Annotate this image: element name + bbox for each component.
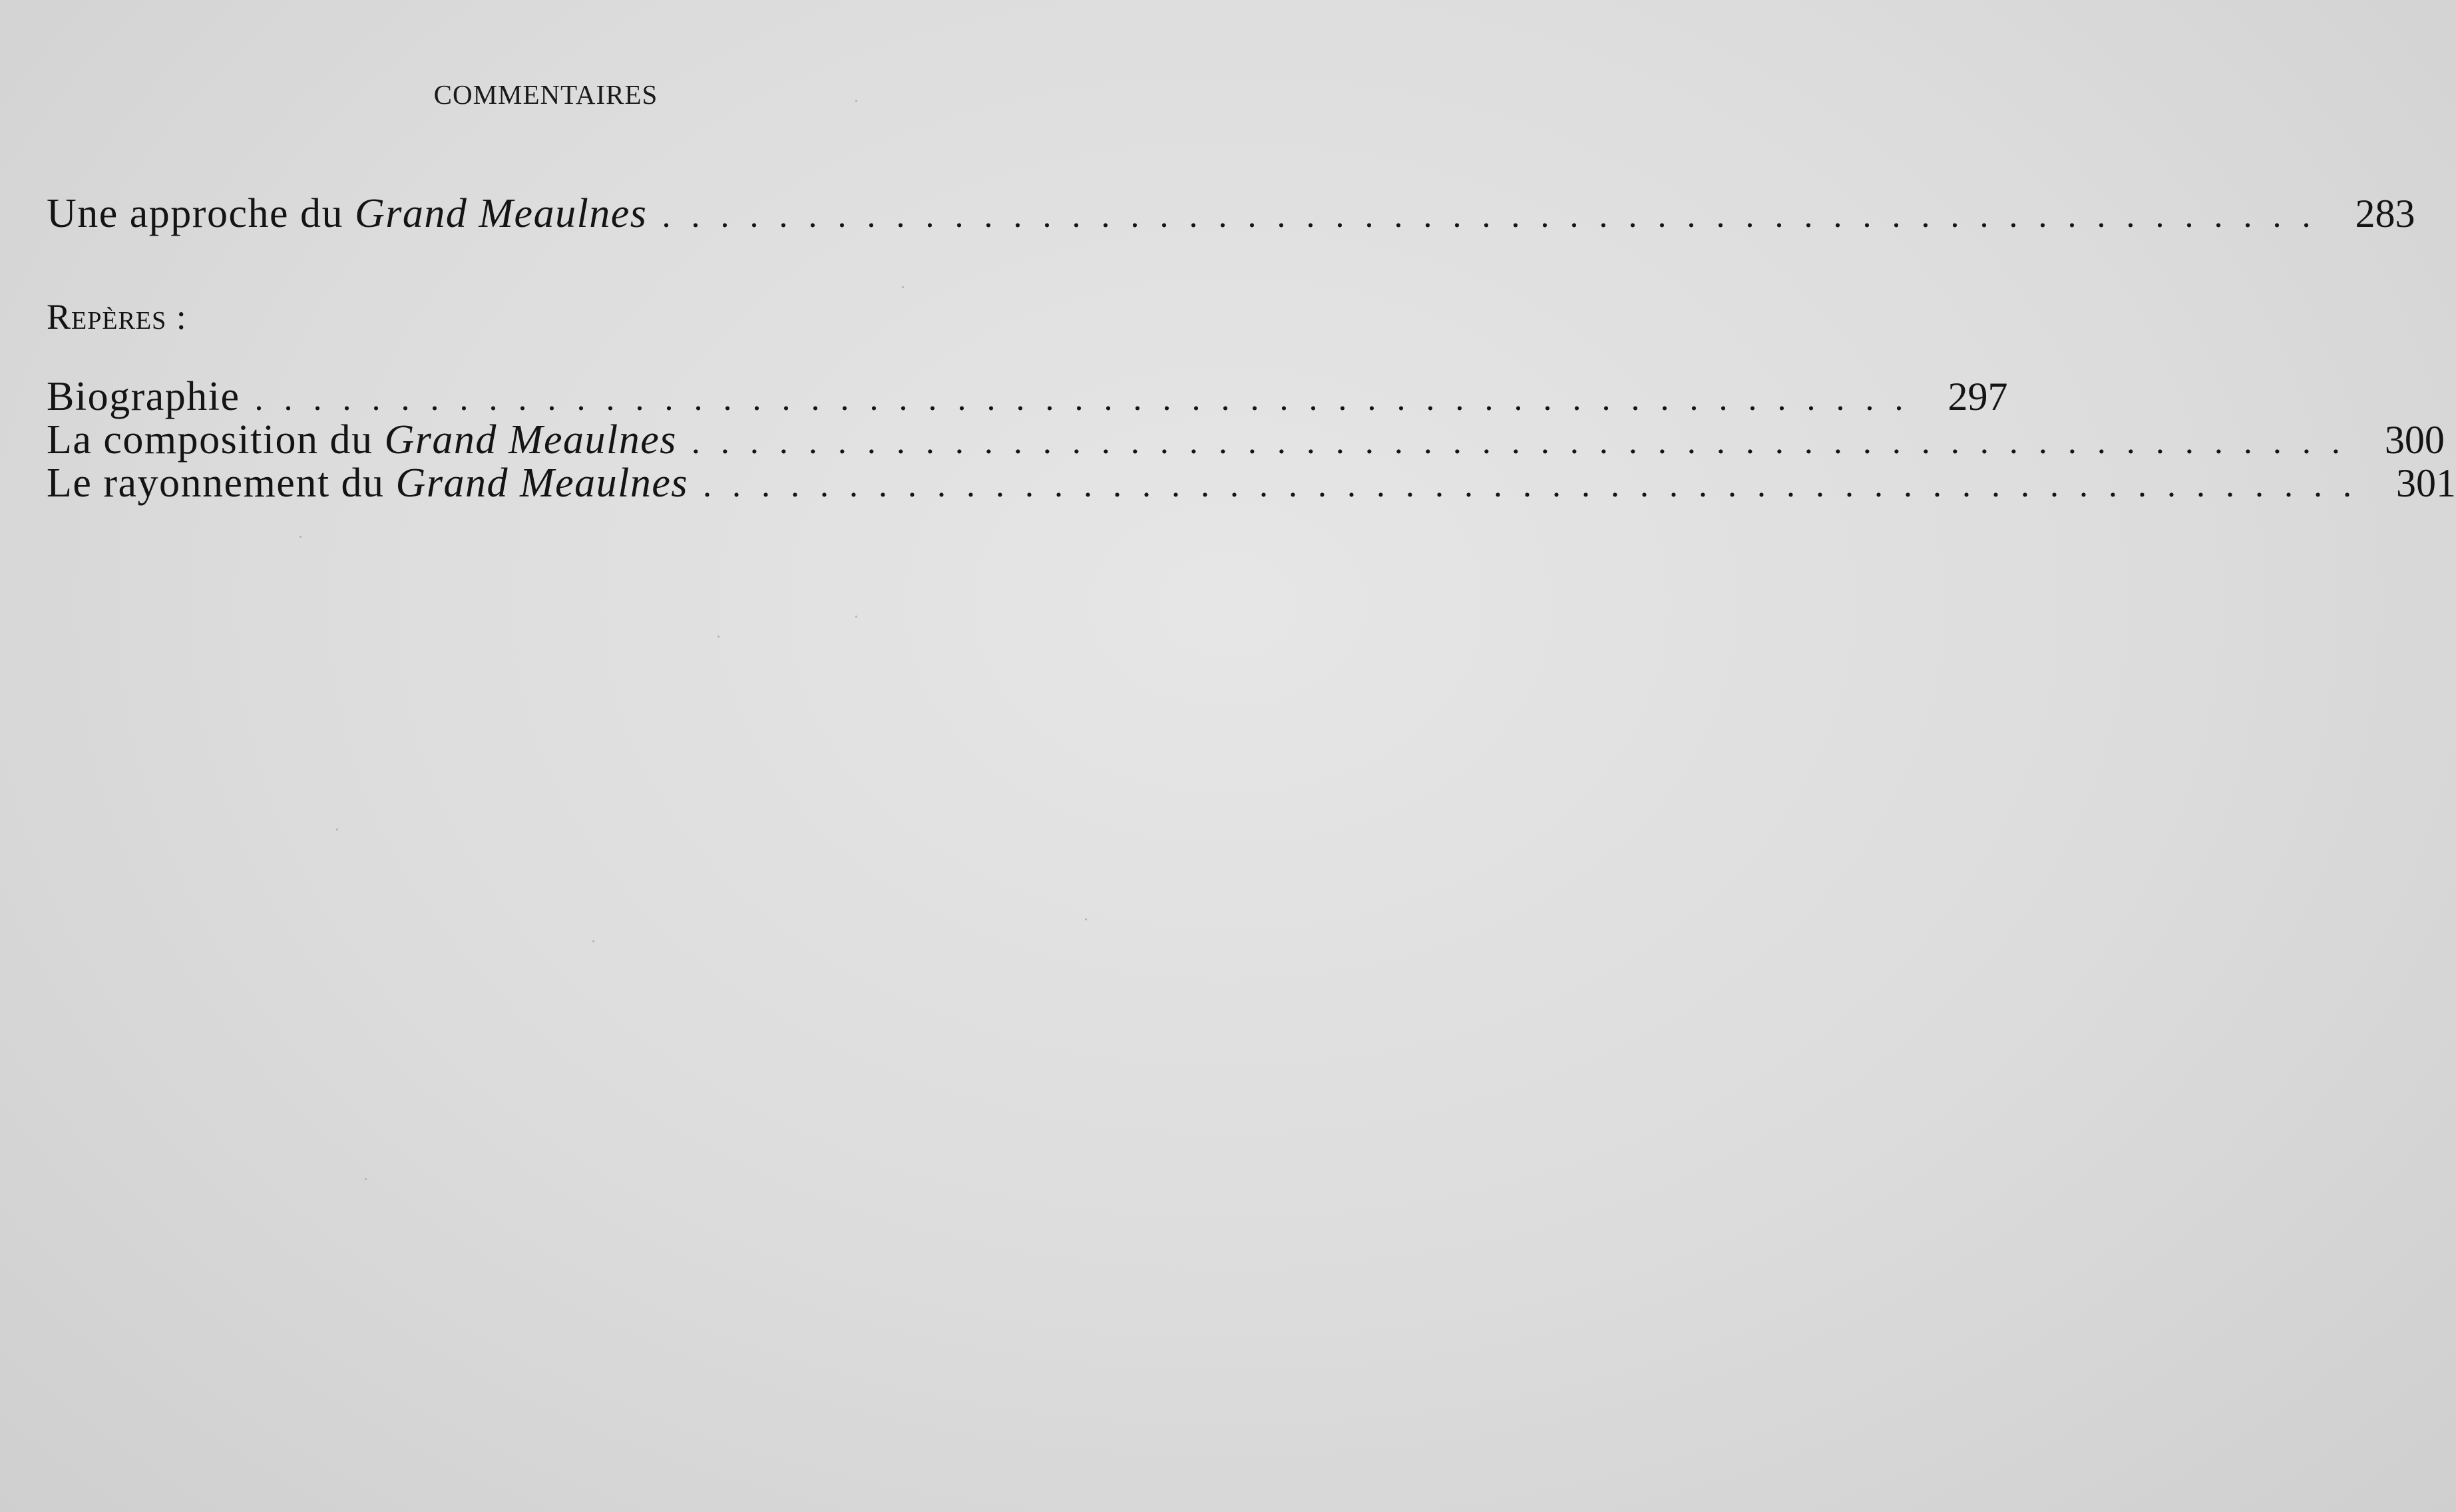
toc-entry bbox=[47, 374, 2008, 419]
toc-page-number: 283 bbox=[2355, 192, 2415, 236]
toc-entry-label: Biographie bbox=[47, 374, 240, 419]
toc-entry bbox=[47, 461, 2456, 506]
paper-speck bbox=[365, 1178, 367, 1180]
toc-entry bbox=[47, 417, 2445, 463]
paper-speck bbox=[300, 536, 302, 538]
toc-entry-label: Le rayonnement du Grand Meaulnes bbox=[47, 461, 688, 506]
dot-leader: . . . . . . . . . . . . . . . . . . . . . . . . . . . . . . . . . . . . . . . . . . . . . . . . . . . . . . . . . bbox=[662, 197, 2317, 235]
dot-leader: . . . . . . . . . . . . . . . . . . . . . . . . . . . . . . . . . . . . . . . . . . . . . . . . . . . . . . . . . bbox=[703, 467, 2357, 504]
paper-speck bbox=[902, 286, 904, 288]
toc-page-number: 301 bbox=[2396, 461, 2456, 505]
reperes-heading: Repères : bbox=[47, 297, 187, 337]
paper-speck bbox=[855, 616, 857, 618]
section-title: COMMENTAIRES bbox=[433, 79, 658, 110]
toc-page-number: 297 bbox=[1947, 375, 2008, 419]
paper-speck bbox=[592, 940, 594, 942]
toc-entry-label: La composition du Grand Meaulnes bbox=[47, 417, 677, 463]
dot-leader: . . . . . . . . . . . . . . . . . . . . . . . . . . . . . . . . . . . . . . . . . . . . . . . . . . . . . . . . . bbox=[691, 423, 2346, 461]
paper-speck bbox=[717, 636, 719, 638]
toc-page-number: 300 bbox=[2384, 418, 2445, 462]
paper-speck bbox=[336, 829, 338, 831]
dot-leader: . . . . . . . . . . . . . . . . . . . . . . . . . . . . . . . . . . . . . . . . . . . . . . . . . . . . . . . . . bbox=[254, 380, 1910, 418]
toc-entry bbox=[47, 191, 2415, 236]
paper-speck bbox=[1085, 918, 1087, 920]
toc-entry-label: Une approche du Grand Meaulnes bbox=[47, 191, 648, 236]
